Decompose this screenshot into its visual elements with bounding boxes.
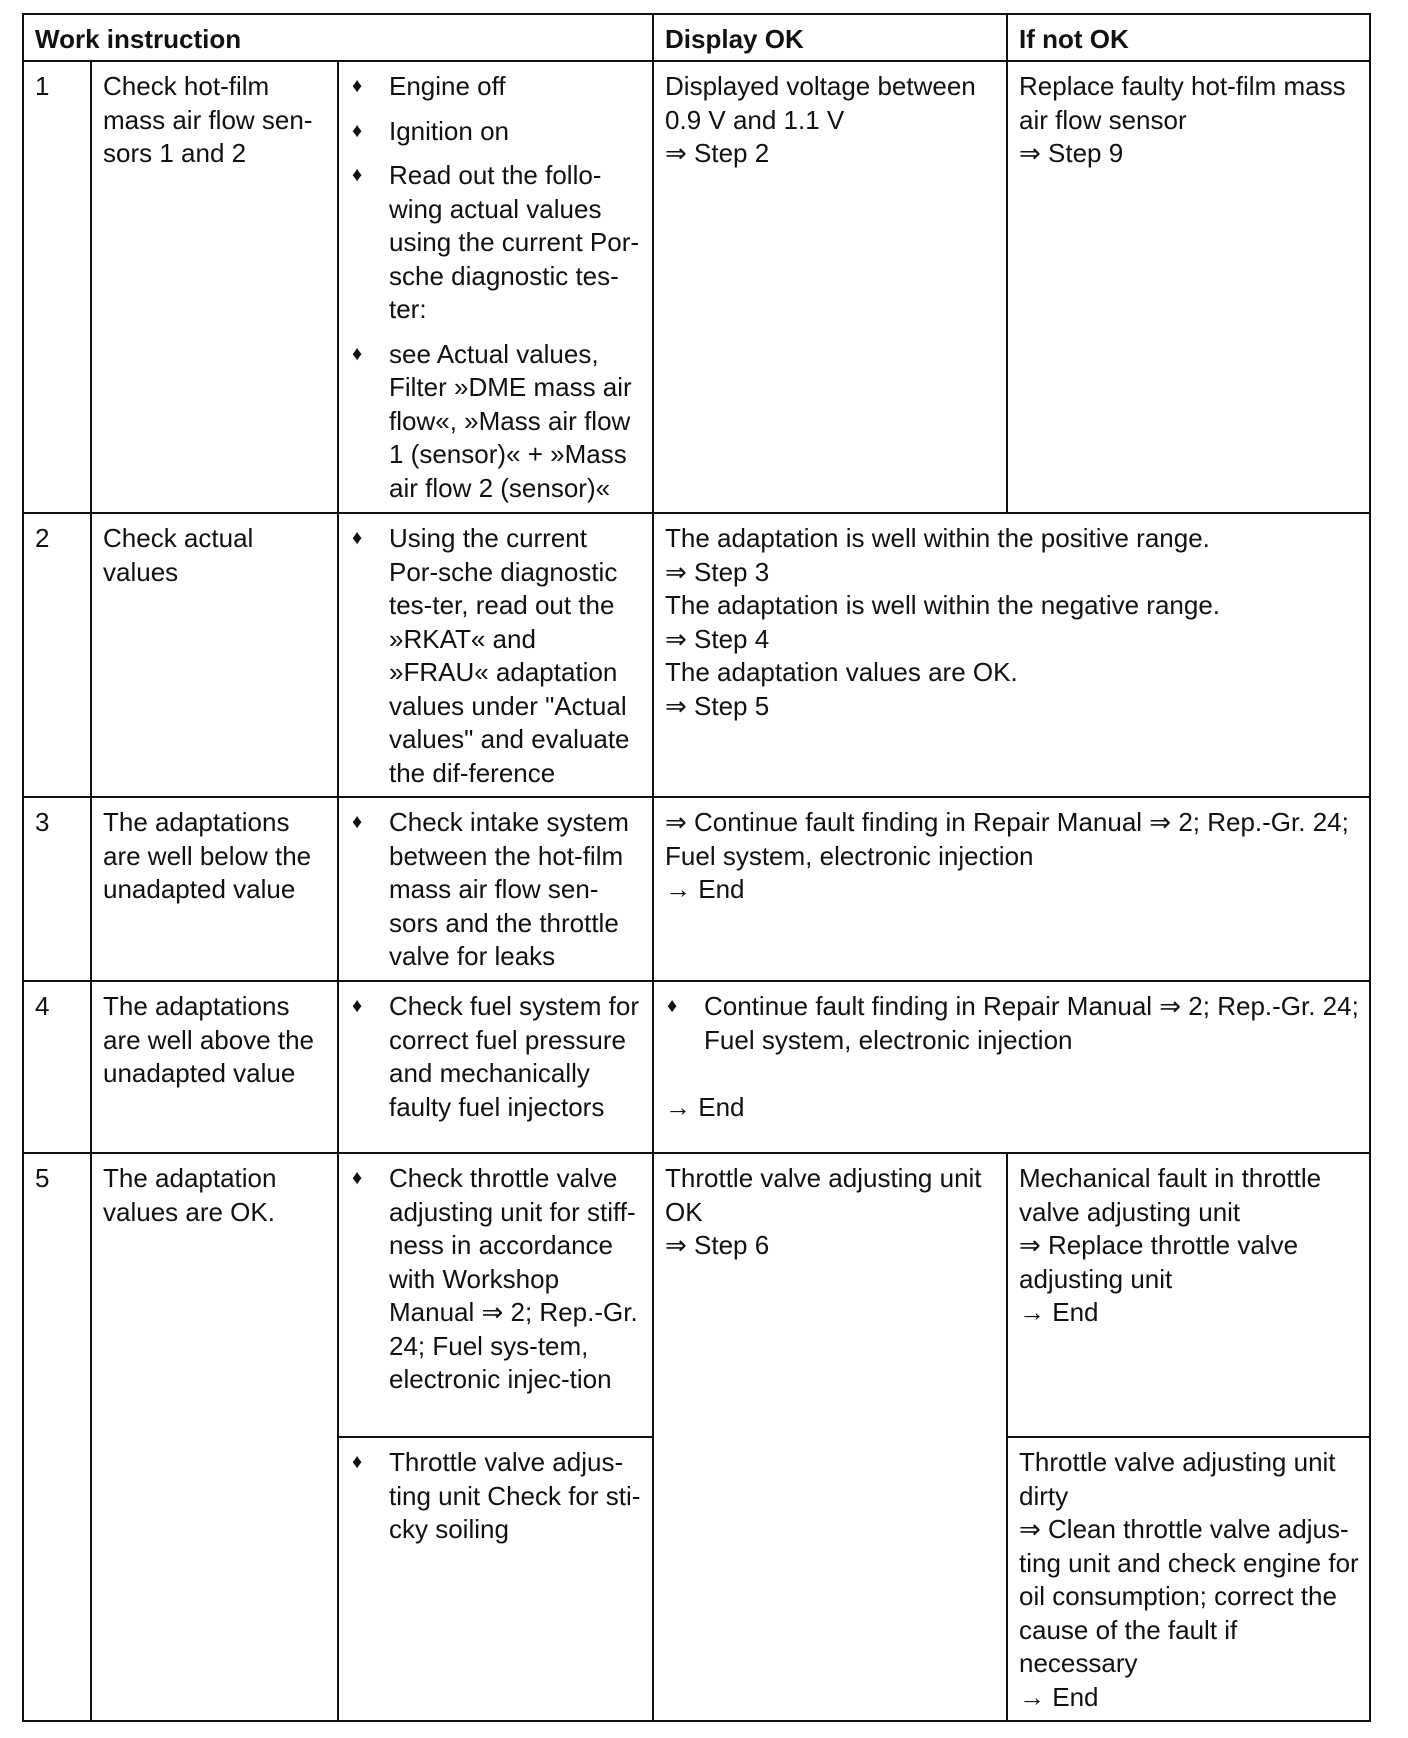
step-title: The adaptations are well above the unadapted value: [91, 981, 338, 1153]
if-not-ok-next: ⇒ Step 9: [1019, 138, 1124, 168]
display-ok-next: ⇒ Step 6: [665, 1230, 770, 1260]
result-bullet: ♦ Continue fault finding in Repair Manual ⇒ 2; Rep.-Gr. 24; Fuel system, electronic injection: [665, 990, 1359, 1057]
result-cell: [653, 797, 1370, 981]
step-number: 1: [23, 61, 91, 513]
display-ok-text: Throttle valve adjusting unit OK: [665, 1163, 982, 1227]
instruction-cell: [338, 1153, 653, 1437]
step-number: 4: [23, 981, 91, 1153]
list-item: ♦ Engine off: [350, 70, 642, 104]
result-line: The adaptation values are OK.: [665, 657, 1018, 687]
step-title: Check actual values: [91, 513, 338, 797]
header-work-instruction: Work instruction: [23, 14, 653, 61]
instruction-cell: [338, 797, 653, 981]
list-item: ♦ Check fuel system for correct fuel pressure and mechanically faulty fuel injectors: [350, 990, 642, 1124]
if-not-ok-text: Throttle valve adjusting unit dirty: [1019, 1447, 1336, 1511]
list-item: ♦ Ignition on: [350, 115, 642, 149]
table-row-step-5: [23, 1153, 1370, 1437]
list-item: ♦ Check throttle valve adjusting unit for stiff-ness in accordance with Workshop Manual ⇒ 2; Rep.-Gr. 24; Fuel sys-tem, electronic injec-tion: [350, 1162, 642, 1397]
result-end: → End: [665, 1091, 745, 1122]
instruction-cell: [338, 981, 653, 1153]
instruction-cell: [338, 1437, 653, 1721]
display-ok-text: Displayed voltage between 0.9 V and 1.1 V: [665, 71, 976, 135]
table-row-step-4: [23, 981, 1370, 1153]
result-line: The adaptation is well within the negative range.: [665, 590, 1221, 620]
step-title: The adaptation values are OK.: [91, 1153, 338, 1721]
display-ok-cell: [653, 1153, 1007, 1721]
result-line: ⇒ Continue fault finding in Repair Manual ⇒ 2; Rep.-Gr. 24; Fuel system, electronic injection: [665, 807, 1349, 871]
header-row: [23, 14, 1370, 61]
if-not-ok-cell: [1007, 1153, 1370, 1437]
list-item: ♦ Using the current Por-sche diagnostic tes-ter, read out the »RKAT« and »FRAU« adaptation values under "Actual values" and evaluate the dif-ference: [350, 522, 642, 790]
list-item: ♦ Read out the follo-wing actual values using the current Por-sche diagnostic tes-ter:: [350, 159, 642, 327]
work-instruction-table: [22, 13, 1371, 1722]
if-not-ok-action: ⇒ Replace throttle valve adjusting unit: [1019, 1230, 1299, 1294]
display-ok-next: ⇒ Step 2: [665, 138, 770, 168]
table-row-step-3: [23, 797, 1370, 981]
if-not-ok-cell: [1007, 1437, 1370, 1721]
step-title: The adaptations are well below the unadapted value: [91, 797, 338, 981]
if-not-ok-cell: [1007, 61, 1370, 513]
result-line: ⇒ Step 4: [665, 623, 770, 654]
step-number: 2: [23, 513, 91, 797]
if-not-ok-text: Replace faulty hot-film mass air flow sensor: [1019, 71, 1346, 135]
table-row-step-2: [23, 513, 1370, 797]
if-not-ok-end: → End: [1019, 1297, 1099, 1327]
result-line: ⇒ Step 5: [665, 690, 770, 721]
step-title: Check hot-film mass air flow sen-sors 1 and 2: [91, 61, 338, 513]
result-cell: [653, 981, 1370, 1153]
list-item: ♦ Throttle valve adjus-ting unit Check for sti-cky soiling: [350, 1446, 642, 1547]
instruction-cell: [338, 513, 653, 797]
display-ok-cell: [653, 61, 1007, 513]
list-item: ♦ Check intake system between the hot-film mass air flow sen-sors and the throttle valve for leaks: [350, 806, 642, 974]
if-not-ok-text: Mechanical fault in throttle valve adjusting unit: [1019, 1163, 1322, 1227]
result-line: → End: [665, 874, 745, 904]
table-row-step-1: [23, 61, 1370, 513]
header-if-not-ok: If not OK: [1007, 14, 1370, 61]
step-number: 3: [23, 797, 91, 981]
result-cell: [653, 513, 1370, 797]
list-item: ♦ see Actual values, Filter »DME mass air flow«, »Mass air flow 1 (sensor)« + »Mass air flow 2 (sensor)«: [350, 338, 642, 506]
if-not-ok-end: → End: [1019, 1681, 1099, 1712]
result-line: ⇒ Step 3: [665, 556, 770, 587]
step-number: 5: [23, 1153, 91, 1721]
if-not-ok-action: ⇒ Clean throttle valve adjus-ting unit and check engine for oil consumption; correct the cause of the fault if necessary: [1019, 1514, 1359, 1678]
header-display-ok: Display OK: [653, 14, 1007, 61]
instruction-cell: [338, 61, 653, 513]
result-line: The adaptation is well within the positive range.: [665, 523, 1210, 553]
